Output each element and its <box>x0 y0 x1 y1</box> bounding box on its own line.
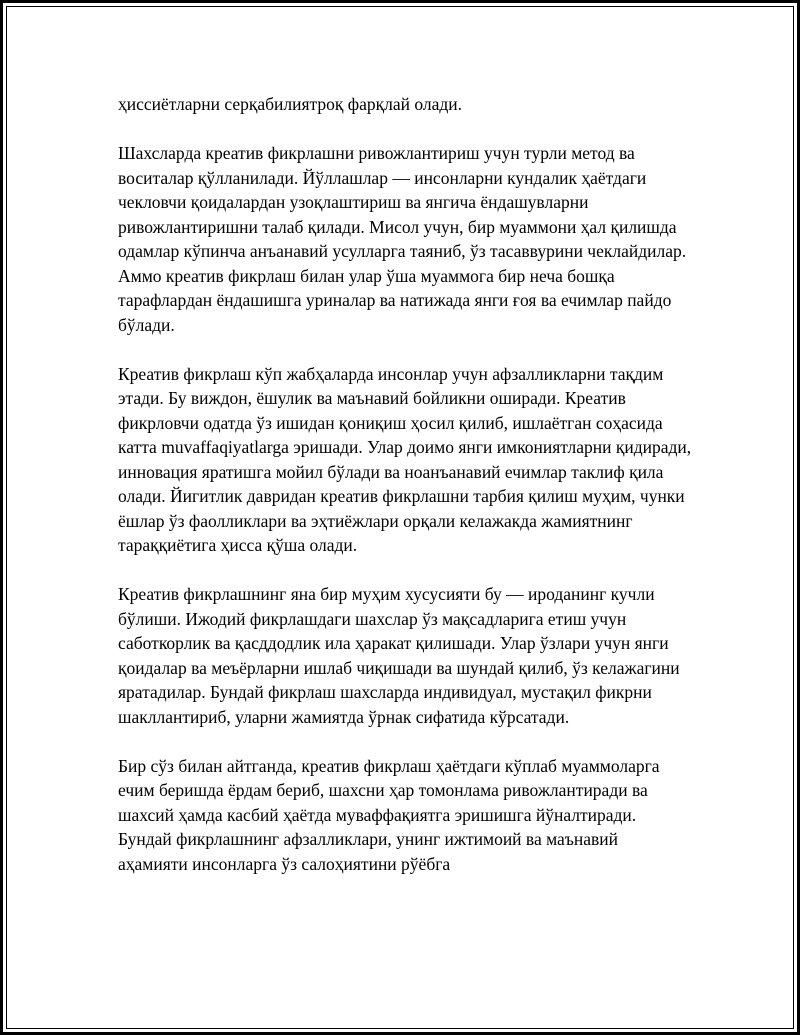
paragraph-5: Бир сўз билан айтганда, креатив фикрлаш ҳаётдаги кўплаб муаммоларга ечим беришда ёрдам бериб, шахсни ҳар томонлама ривожлантиради ва шахсий ҳамда касбий ҳаётда муваффақиятга эришишга йўналтиради. Бундай фикрлашнинг афзалликлари, унинг ижтимоий ва маънавий аҳамияти инсонларга ўз салоҳиятини рўёбга <box>118 755 660 874</box>
document-body <box>118 92 692 901</box>
paragraph-3: Креатив фикрлаш кўп жабҳаларда инсонлар учун афзалликларни тақдим этади. Бу виждон, ёшулик ва маънавий бойликни оширади. Креатив фикрловчи одатда ўз ишидан қониқиш ҳосил қилиб, ишлаётган соҳасида катта muvaffaqiyatlarga эришади. Улар доимо янги имкониятларни қидиради, инновация яратишга мойил бўлади ва ноанъанавий ечимлар таклиф қила олади. Йигитлик давридан креатив фикрлашни тарбия қилиш муҳим, чунки ёшлар ўз фаолликлари ва эҳтиёжлари орқали келажакда жамиятнинг тараққиётига ҳисса қўша олади. <box>118 363 692 555</box>
paragraph-4: Креатив фикрлашнинг яна бир муҳим хусусияти бу — ироданинг кучли бўлиши. Ижодий фикрлашдаги шахслар ўз мақсадларига етиш учун саботкорлик ва қасддодлик ила ҳаракат қилишади. Улар ўзлари учун янги қоидалар ва меъёрларни ишлаб чиқишади ва шундай қилиб, ўз келажагини яратадилар. Бундай фикрлаш шахсларда индивидуал, мустақил фикрни шакллантириб, уларни жамиятда ўрнак сифатида кўрсатади. <box>118 584 680 727</box>
paragraph-1: ҳиссиётларни серқабилиятроқ фарқлай олади. <box>118 94 463 114</box>
paragraph-2: Шахсларда креатив фикрлашни ривожлантириш учун турли метод ва воситалар қўлланилади. Йўллашлар — инсонларни кундалик ҳаётдаги чекловчи қоидалардан узоқлаштириш ва янгича ёндашувларни ривожлантиришни талаб қилади. Мисол учун, бир муаммони ҳал қилишда одамлар кўпинча анъанавий усулларга таяниб, ўз тасаввурини чеклайдилар. Аммо креатив фикрлаш билан улар ўша муаммога бир неча бошқа тарафлардан ёндашишга уриналар ва натижада янги ғоя ва ечимлар пайдо бўлади. <box>118 143 687 335</box>
